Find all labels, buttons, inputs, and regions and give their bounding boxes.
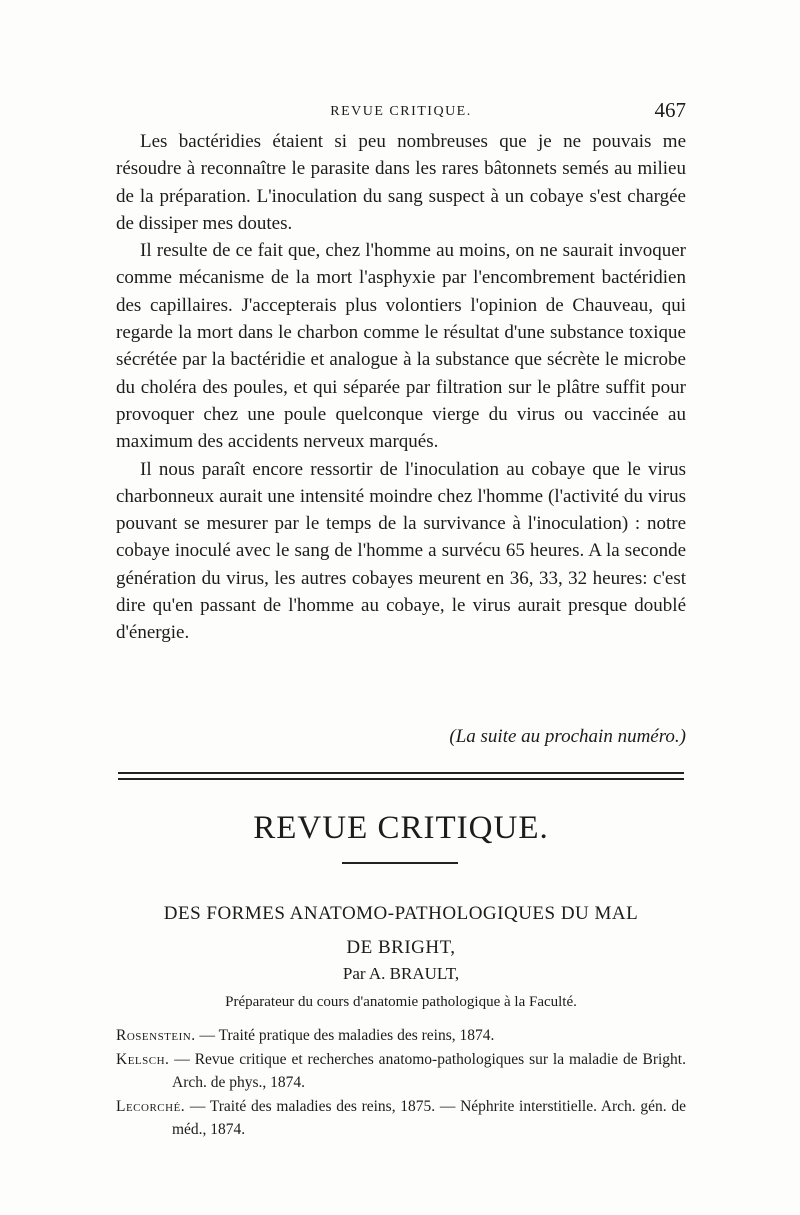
reference-list <box>116 1024 686 1142</box>
paragraph: Il resulte de ce fait que, chez l'homme au moins, on ne saurait invoquer comme mécanisme de la mort l'asphyxie par l'encombrement bactéridien des capillaires. J'accepterais plus volontiers l'opinion de Chauveau, qui regarde la mort dans le charbon comme le résultat d'une substance toxique sécrétée par la bactéridie et analogue à la substance que sécrète le microbe du choléra des poules, et qui séparée par filtration sur le plâtre suffit pour provoquer chez une poule quelconque vierge du virus ou vaccinée au maximum des accidents nerveux marqués. <box>116 240 686 453</box>
article-author: Par A. BRAULT, <box>342 964 460 983</box>
reference-text: — Revue critique et recherches anatomo-pathologiques sur la maladie de Bright. Arch. de phys., 1874. <box>169 1050 686 1091</box>
article-title-line: DES FORMES ANATOMO-PATHOLOGIQUES DU MAL <box>163 903 639 924</box>
section-divider <box>118 772 684 784</box>
page-number: 467 <box>654 98 686 122</box>
running-title: REVUE CRITIQUE. <box>330 104 472 119</box>
reference-item <box>116 1024 686 1048</box>
reference-item <box>116 1095 686 1142</box>
reference-author: Rosenstein. <box>116 1027 196 1044</box>
body-text <box>116 128 686 647</box>
reference-text: — Traité des maladies des reins, 1875. — Néphrite interstitielle. Arch. gén. de méd., 1874. <box>172 1097 686 1138</box>
reference-author: Kelsch. <box>116 1050 170 1068</box>
running-head <box>116 98 686 124</box>
article-title <box>116 897 686 965</box>
paragraph: Les bactéridies étaient si peu nombreuses que je ne pouvais me résoudre à reconnaître le parasite dans les rares bâtonnets semés au milieu de la préparation. L'inoculation du sang suspect à un cobaye s'est chargée de dissiper mes doutes. <box>116 131 686 234</box>
reference-item <box>116 1048 686 1095</box>
author-affiliation: Préparateur du cours d'anatomie pathologique à la Faculté. <box>225 994 577 1010</box>
paragraph: Il nous paraît encore ressortir de l'inoculation au cobaye que le virus charbonneux aurait une intensité moindre chez l'homme (l'activité du virus pouvant se mesurer par le temps de la survivance à l'inoculation) : notre cobaye inoculé avec le sang de l'homme a survécu 65 heures. A la seconde génération du virus, les autres cobayes meurent en 36, 33, 32 heures: c'est dire qu'en passant de l'homme au cobaye, le virus aurait presque doublé d'énergie. <box>116 458 686 644</box>
article-title-line: DE BRIGHT, <box>346 937 456 958</box>
section-title: REVUE CRITIQUE. <box>253 810 549 846</box>
reference-text: — Traité pratique des maladies des reins, 1874. <box>195 1027 495 1044</box>
continuation-note: (La suite au prochain numéro.) <box>449 726 686 747</box>
reference-author: Lecorché. <box>116 1097 186 1115</box>
title-rule <box>342 862 458 864</box>
